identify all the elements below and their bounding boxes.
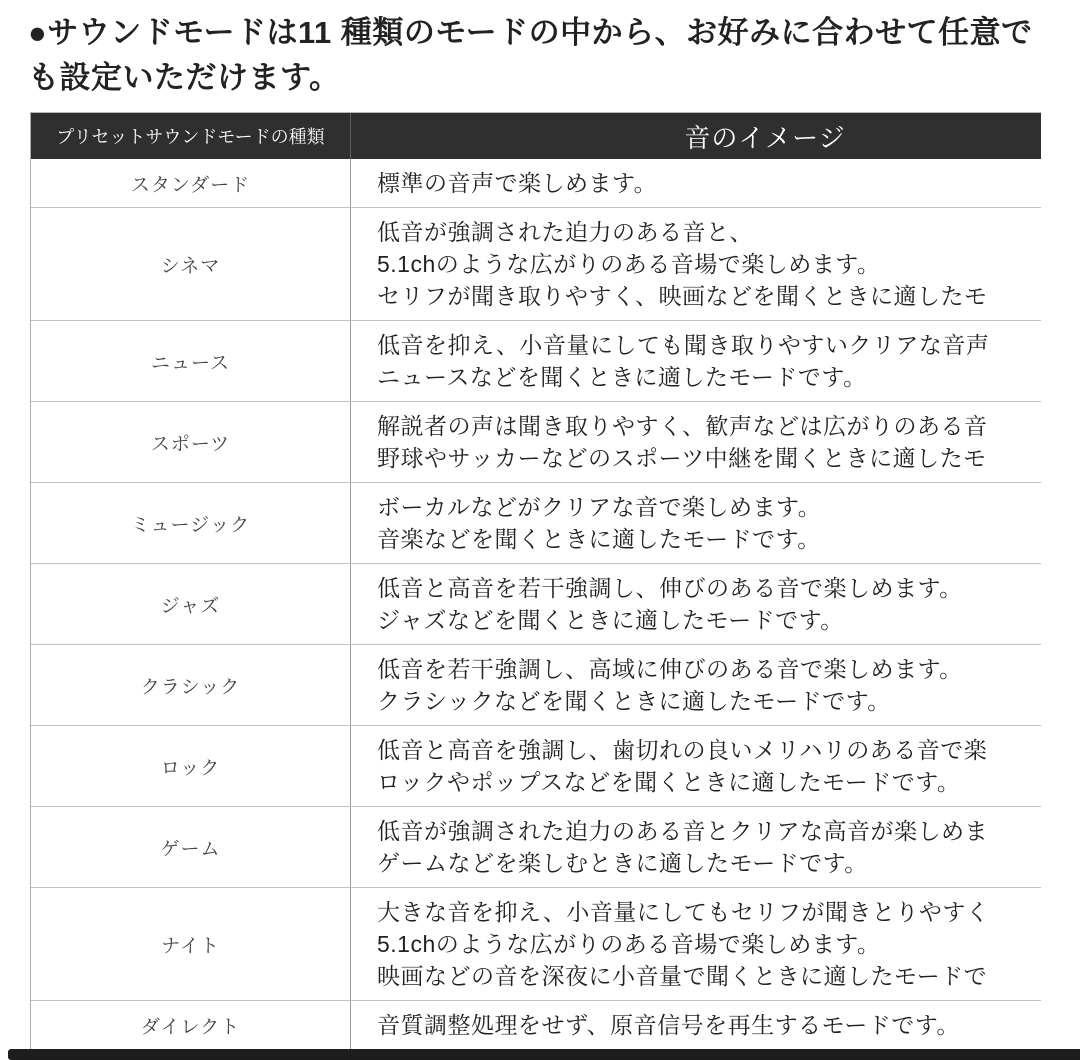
description-cell (351, 1001, 1067, 1049)
table-row (31, 564, 1041, 645)
mode-cell: スポーツ (31, 402, 351, 482)
intro-line-1: ●サウンドモードは11 種類のモードの中から、お好みに合わせて任意で (28, 15, 1033, 50)
mode-cell: ゲーム (31, 807, 351, 887)
description-line: ニュースなどを聞くときに適したモードです。 (377, 364, 867, 390)
mode-cell: クラシック (31, 645, 351, 725)
mode-cell: シネマ (31, 208, 351, 320)
description-line: ゲームなどを楽しむときに適したモードです。 (377, 850, 868, 876)
table-row (31, 208, 1041, 321)
description-cell (351, 321, 1067, 401)
description-line: 大きな音を抑え、小音量にしてもセリフが聞きとりやすく (377, 899, 990, 925)
mode-cell: ジャズ (31, 564, 351, 644)
description-cell (351, 208, 1067, 320)
header-image-column: 音のイメージ (684, 122, 846, 153)
description-line: セリフが聞き取りやすく、映画などを聞くときに適したモ (377, 283, 988, 309)
table-row (31, 1001, 1041, 1049)
description-line: ジャズなどを聞くときに適したモードです。 (377, 607, 844, 633)
mode-cell: ダイレクト (31, 1001, 351, 1049)
description-line: 映画などの音を深夜に小音量で聞くときに適したモードで (377, 963, 988, 989)
mode-cell: スタンダード (31, 159, 351, 207)
description-cell (351, 564, 1067, 644)
table-row (31, 483, 1041, 564)
description-line: ロックやポップスなどを聞くときに適したモードです。 (377, 769, 961, 795)
description-line: 低音と高音を強調し、歯切れの良いメリハリのある音で楽 (377, 737, 988, 763)
description-cell (351, 402, 1067, 482)
header-mode-column: プリセットサウンドモードの種類 (31, 113, 351, 159)
description-cell (351, 645, 1067, 725)
description-cell (351, 159, 1067, 207)
description-cell (351, 888, 1067, 1000)
description-line: 低音が強調された迫力のある音とクリアな高音が楽しめま (377, 818, 988, 844)
sound-mode-table (30, 112, 1041, 1050)
mode-cell: ナイト (31, 888, 351, 1000)
description-line: 5.1chのような広がりのある音場で楽しめます。 (377, 251, 881, 277)
description-cell (351, 483, 1067, 563)
description-line: クラシックなどを聞くときに適したモードです。 (377, 688, 891, 714)
description-line: 音質調整処理をせず、原音信号を再生するモードです。 (377, 1012, 960, 1038)
table-body (31, 159, 1041, 1049)
description-line: 解説者の声は聞き取りやすく、歓声などは広がりのある音 (377, 413, 988, 439)
description-line: 標準の音声で楽しめます。 (377, 170, 658, 196)
table-row (31, 807, 1041, 888)
mode-cell: ニュース (31, 321, 351, 401)
description-line: 音楽などを聞くときに適したモードです。 (377, 526, 821, 552)
table-row (31, 645, 1041, 726)
description-line: 野球やサッカーなどのスポーツ中継を聞くときに適したモ (377, 445, 987, 471)
table-row (31, 888, 1041, 1001)
table-header-row (31, 113, 1041, 159)
table-row (31, 321, 1041, 402)
description-line: ボーカルなどがクリアな音で楽しめます。 (377, 494, 822, 520)
description-line: 低音を若干強調し、高域に伸びのある音で楽しめます。 (377, 656, 963, 682)
description-line: 低音が強調された迫力のある音と、 (377, 219, 753, 245)
mode-cell: ロック (31, 726, 351, 806)
table-row (31, 159, 1041, 208)
description-line: 5.1chのような広がりのある音場で楽しめます。 (377, 931, 881, 957)
description-cell (351, 807, 1067, 887)
intro-line-2: も設定いただけます。 (28, 60, 341, 95)
description-line: 低音と高音を若干強調し、伸びのある音で楽しめます。 (377, 575, 963, 601)
bottom-divider-bar (8, 1049, 1080, 1060)
description-cell (351, 726, 1067, 806)
description-line: 低音を抑え、小音量にしても聞き取りやすいクリアな音声 (377, 332, 990, 358)
table-row (31, 726, 1041, 807)
table-row (31, 402, 1041, 483)
intro-text (28, 10, 1080, 100)
mode-cell: ミュージック (31, 483, 351, 563)
